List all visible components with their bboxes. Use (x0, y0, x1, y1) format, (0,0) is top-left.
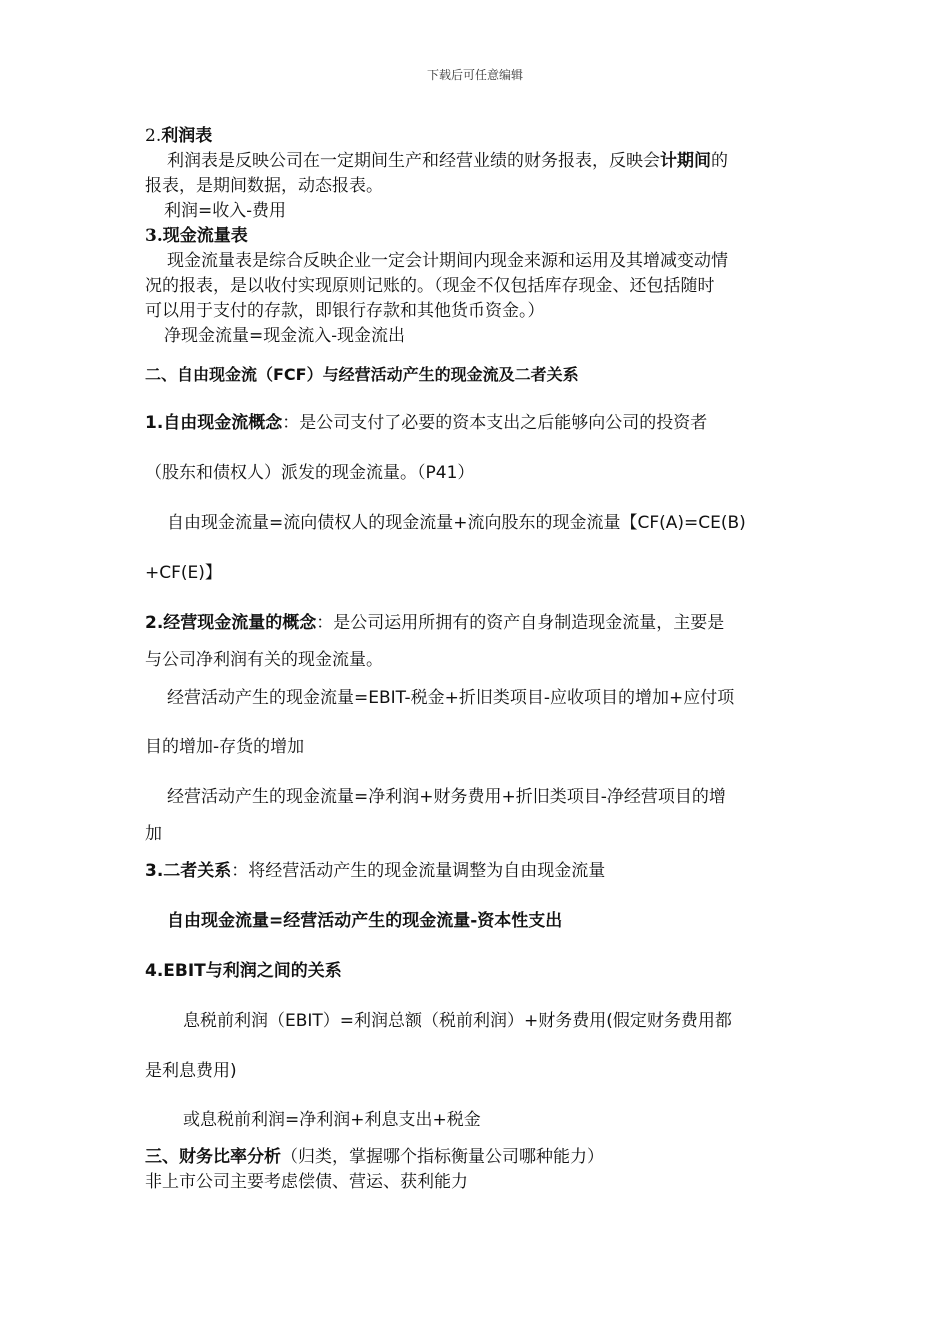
page-header: 下载后可任意编辑 (426, 68, 523, 82)
ebit-formula-1-line-1: 息税前利润（EBIT）=利润总额（税前利润）+财务费用(假定财务费用都 (183, 1011, 732, 1031)
ocf-formula-1-line-2: 目的增加-存货的增加 (145, 737, 305, 757)
fcf-concept-line-2: （股东和债权人）派发的现金流量。（P41） (145, 463, 475, 483)
fcf-concept-title: 1.自由现金流概念 (145, 413, 283, 433)
ocf-concept-title: 2.经营现金流量的概念 (145, 613, 317, 633)
section-3-title: 3.现金流量表 (145, 226, 248, 246)
section-2-para-bold: 计期间 (660, 151, 711, 171)
section-2-para-line-2: 报表，是期间数据，动态报表。 (145, 176, 383, 196)
section-2-number: 2. (145, 126, 162, 146)
relation-title: 3.二者关系 (145, 861, 232, 881)
section-2-para-text: 利润表是反映公司在一定期间生产和经营业绩的财务报表，反映会 (167, 151, 660, 171)
fcf-concept-line-1 (145, 411, 810, 435)
ebit-formula-1-line-2: 是利息费用) (145, 1061, 237, 1081)
ebit-formula-2: 或息税前利润=净利润+利息支出+税金 (183, 1110, 481, 1130)
ocf-concept-text: ：是公司运用所拥有的资产自身制造现金流量，主要是 (316, 613, 725, 633)
part-3-heading (145, 1145, 810, 1169)
section-2-para-end: 的 (711, 151, 728, 171)
part-3-heading-text: 三、财务比率分析 (145, 1147, 281, 1167)
part-3-heading-note: （归类，掌握哪个指标衡量公司哪种能力） (281, 1147, 604, 1167)
ebit-title: 4.EBIT与利润之间的关系 (145, 961, 342, 981)
fcf-concept-text: ：是公司支付了必要的资本支出之后能够向公司的投资者 (282, 413, 708, 433)
ocf-formula-2-line-1: 经营活动产生的现金流量=净利润+财务费用+折旧类项目-净经营项目的增 (167, 787, 726, 807)
relation-text: ：将经营活动产生的现金流量调整为自由现金流量 (231, 861, 606, 881)
section-2-title (145, 124, 810, 148)
fcf-formula-line-1: 自由现金流量=流向债权人的现金流量+流向股东的现金流量【CF(A)=CE(B) (167, 513, 746, 533)
ocf-formula-2-line-2: 加 (145, 824, 162, 844)
part-2-heading: 二、自由现金流（FCF）与经营活动产生的现金流及二者关系 (145, 365, 579, 384)
relation-formula: 自由现金流量=经营活动产生的现金流量-资本性支出 (167, 911, 563, 931)
ocf-concept-line-1 (145, 611, 810, 635)
fcf-formula-line-2: +CF(E)】 (145, 563, 222, 583)
section-2-formula: 利润=收入-费用 (164, 201, 286, 221)
section-3-para-line-2: 况的报表，是以收付实现原则记账的。（现金不仅包括库存现金、还包括随时 (145, 276, 715, 296)
ocf-formula-1-line-1: 经营活动产生的现金流量=EBIT-税金+折旧类项目-应收项目的增加+应付项 (167, 688, 735, 708)
section-2-title-text: 利润表 (161, 126, 213, 146)
ocf-concept-line-2: 与公司净利润有关的现金流量。 (145, 650, 383, 670)
relation-line (145, 859, 810, 883)
section-3-para-line-3: 可以用于支付的存款，即银行存款和其他货币资金。） (145, 301, 545, 321)
section-2-para-line-1 (167, 149, 832, 173)
part-3-text: 非上市公司主要考虑偿债、营运、获利能力 (145, 1172, 468, 1192)
section-3-formula: 净现金流量=现金流入-现金流出 (164, 326, 405, 346)
section-3-para-line-1: 现金流量表是综合反映企业一定会计期间内现金来源和运用及其增减变动情 (167, 251, 728, 271)
